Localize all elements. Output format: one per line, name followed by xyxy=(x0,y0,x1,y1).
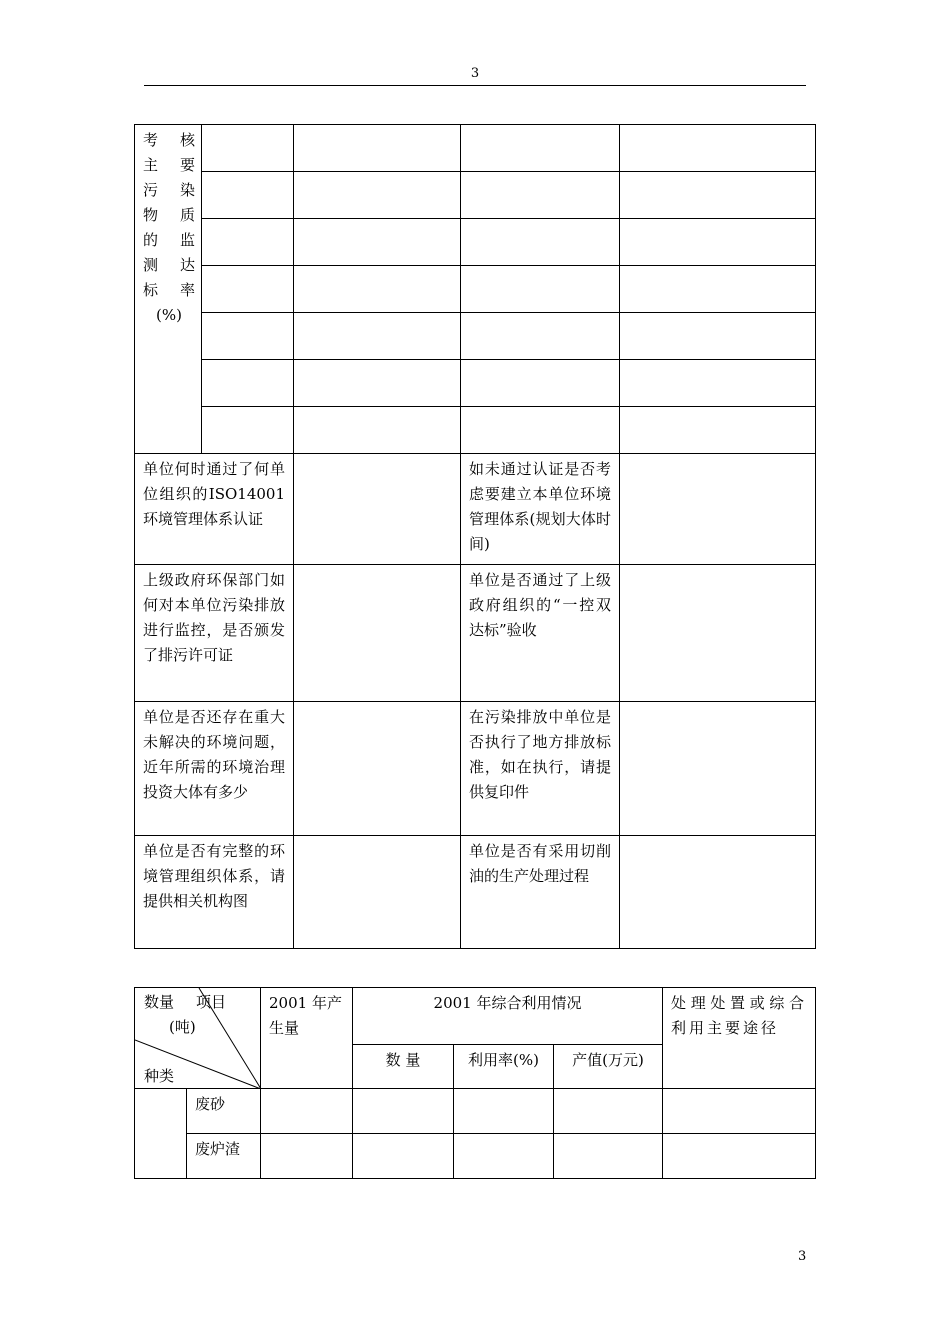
question-cell: 单位是否通过了上级政府组织的“一控双达标”验收 xyxy=(461,565,620,702)
answer-cell[interactable] xyxy=(620,565,816,702)
monitor-cell[interactable] xyxy=(620,360,816,407)
monitor-cell[interactable] xyxy=(461,172,620,219)
data-cell[interactable] xyxy=(261,1089,353,1134)
diag-item-label: 项目 xyxy=(196,993,227,1011)
pollutant-name-cell[interactable] xyxy=(202,266,294,313)
monitor-cell[interactable] xyxy=(620,266,816,313)
utilization-header: 2001 年综合利用情况 xyxy=(353,988,663,1045)
monitor-cell[interactable] xyxy=(620,219,816,266)
answer-cell[interactable] xyxy=(620,702,816,836)
monitor-cell[interactable] xyxy=(461,407,620,454)
answer-cell[interactable] xyxy=(294,836,461,949)
monitoring-rate-label-cell xyxy=(135,125,202,454)
pollutant-name-cell[interactable] xyxy=(202,407,294,454)
answer-cell[interactable] xyxy=(294,565,461,702)
pollutant-name-cell[interactable] xyxy=(202,172,294,219)
question-cell: 单位是否还存在重大未解决的环境问题，近年所需的环境治理投资大体有多少 xyxy=(135,702,294,836)
answer-cell[interactable] xyxy=(620,454,816,565)
monitor-cell[interactable] xyxy=(294,313,461,360)
question-cell: 单位是否有完整的环境管理组织体系，请提供相关机构图 xyxy=(135,836,294,949)
disposal-header: 处理处置或综合利用主要途径 xyxy=(663,988,816,1089)
header-rule xyxy=(144,85,806,86)
pollutant-name-cell[interactable] xyxy=(202,313,294,360)
table-row xyxy=(135,1134,816,1179)
environment-survey-table xyxy=(134,124,816,949)
diag-unit-label: (吨) xyxy=(169,1018,196,1036)
answer-cell[interactable] xyxy=(294,454,461,565)
monitor-cell[interactable] xyxy=(620,313,816,360)
question-cell: 上级政府环保部门如何对本单位污染排放进行监控，是否颁发了排污许可证 xyxy=(135,565,294,702)
data-cell[interactable] xyxy=(663,1134,816,1179)
monitor-cell[interactable] xyxy=(294,360,461,407)
sub-value-header: 产值(万元) xyxy=(554,1045,663,1089)
sub-rate-header: 利用率(%) xyxy=(454,1045,554,1089)
monitoring-rate-label: 考 核 主 要 污 染 物 质 的 监 测 达 标 率 (%) xyxy=(143,131,195,324)
data-cell[interactable] xyxy=(353,1134,454,1179)
data-cell[interactable] xyxy=(663,1089,816,1134)
answer-cell[interactable] xyxy=(620,836,816,949)
monitor-cell[interactable] xyxy=(461,313,620,360)
monitor-cell[interactable] xyxy=(620,407,816,454)
waste-utilization-table xyxy=(134,987,816,1179)
pollutant-name-cell[interactable] xyxy=(202,125,294,172)
data-cell[interactable] xyxy=(353,1089,454,1134)
question-cell: 单位何时通过了何单位组织的ISO14001环境管理体系认证 xyxy=(135,454,294,565)
monitor-cell[interactable] xyxy=(294,407,461,454)
monitor-cell[interactable] xyxy=(461,360,620,407)
question-cell: 在污染排放中单位是否执行了地方排放标准，如在执行，请提供复印件 xyxy=(461,702,620,836)
diag-type-label: 种类 xyxy=(144,1067,175,1085)
monitor-cell[interactable] xyxy=(294,219,461,266)
monitor-cell[interactable] xyxy=(294,125,461,172)
monitor-cell[interactable] xyxy=(294,266,461,313)
data-cell[interactable] xyxy=(554,1089,663,1134)
question-cell: 如未通过认证是否考虑要建立本单位环境管理体系(规划大体时间) xyxy=(461,454,620,565)
monitor-cell[interactable] xyxy=(461,219,620,266)
pollutant-name-cell[interactable] xyxy=(202,360,294,407)
data-cell[interactable] xyxy=(454,1089,554,1134)
category-cell[interactable] xyxy=(135,1089,187,1179)
table-row xyxy=(135,1089,816,1134)
header-page-number: 3 xyxy=(470,66,480,81)
waste-type-cell: 废炉渣 xyxy=(187,1134,261,1179)
production-header: 2001 年产生量 xyxy=(261,988,353,1089)
data-cell[interactable] xyxy=(261,1134,353,1179)
diagonal-header-cell xyxy=(135,988,261,1089)
monitor-cell[interactable] xyxy=(620,125,816,172)
data-cell[interactable] xyxy=(554,1134,663,1179)
monitor-cell[interactable] xyxy=(461,125,620,172)
waste-type-cell: 废砂 xyxy=(187,1089,261,1134)
question-cell: 单位是否有采用切削油的生产处理过程 xyxy=(461,836,620,949)
monitor-cell[interactable] xyxy=(461,266,620,313)
data-cell[interactable] xyxy=(454,1134,554,1179)
sub-quantity-header: 数 量 xyxy=(353,1045,454,1089)
pollutant-name-cell[interactable] xyxy=(202,219,294,266)
monitor-cell[interactable] xyxy=(294,172,461,219)
answer-cell[interactable] xyxy=(294,702,461,836)
diag-quantity-label: 数量 xyxy=(144,993,175,1011)
monitor-cell[interactable] xyxy=(620,172,816,219)
footer-page-number: 3 xyxy=(798,1249,807,1264)
